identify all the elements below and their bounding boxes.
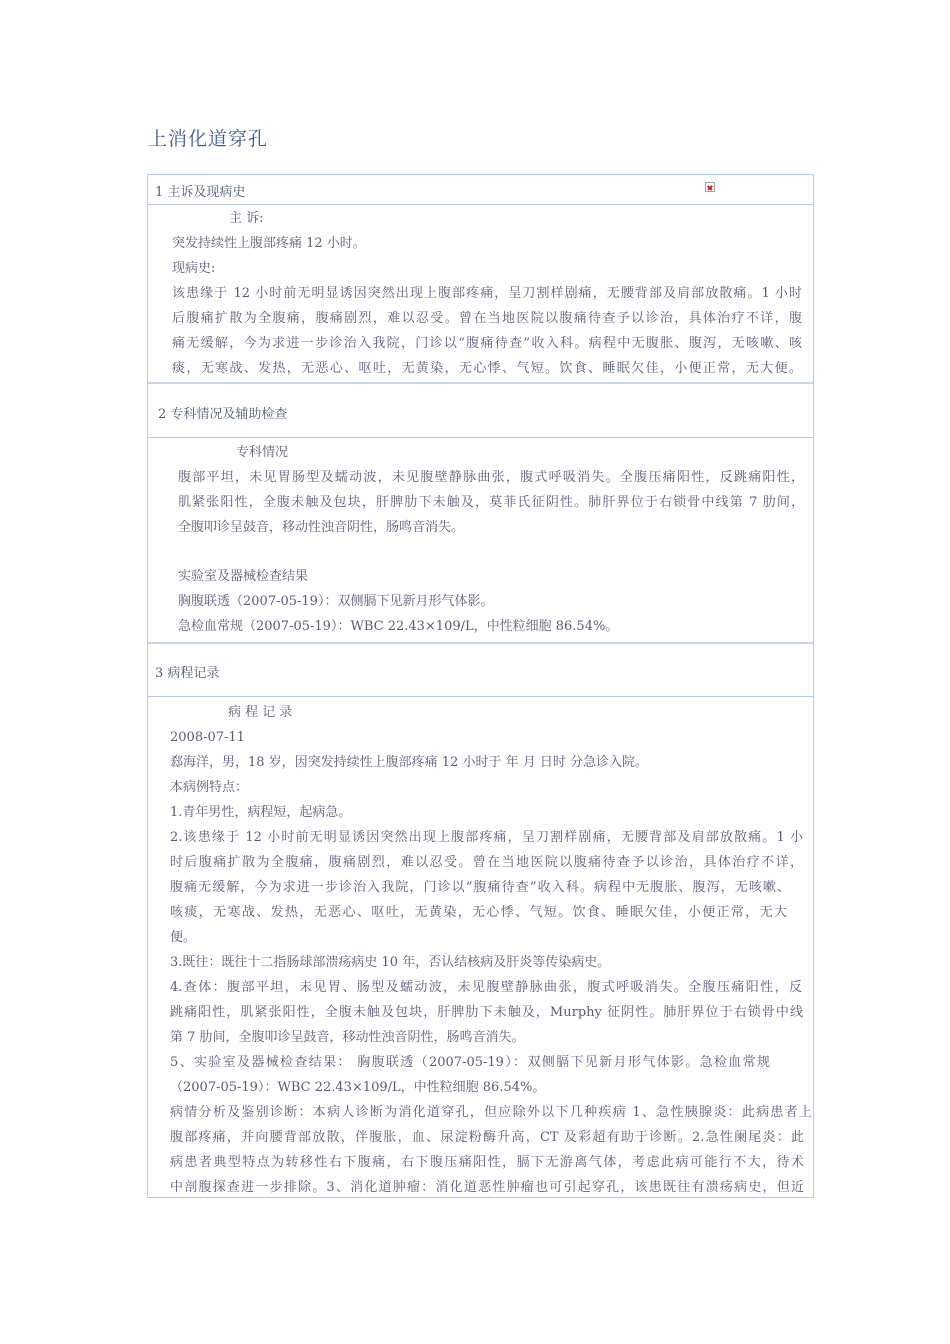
section1-header: [148, 175, 813, 204]
record-line: 郄海洋，男，18 岁，因突发持续性上腹部疼痛 12 小时于 年 月 日时 分急诊入院。: [170, 755, 649, 770]
record-line: 本病例特点：: [170, 780, 249, 795]
special-exam-line: 全腹叩诊呈鼓音，移动性浊音阴性，肠鸣音消失。: [178, 520, 465, 535]
special-exam-line: 肌紧张阳性，全腹未触及包块，肝脾肋下未触及，莫菲氏征阴性。肺肝界位于右锁骨中线第 7 肋间，: [178, 495, 804, 510]
record-line: 3.既往：既往十二指肠球部溃疡病史 10 年，否认结核病及肝炎等传染病史。: [170, 955, 611, 970]
hpi-line: 痰，无寒战、发热，无恶心、呕吐，无黄染，无心悸、气短。饮食、睡眠欠佳，小便正常，无大便。: [172, 361, 802, 376]
record-line: 时后腹痛扩散为全腹痛，腹痛剧烈，难以忍受。曾在当地医院以腹痛待查予以诊治，具体治疗不详，: [170, 855, 803, 870]
record-frame: [147, 174, 814, 1198]
record-line: 腹痛无缓解，今为求进一步诊治入我院，门诊以“腹痛待查”收入科。病程中无腹胀、腹泻，无咳嗽、: [170, 880, 790, 895]
record-line: 2.该患缘于 12 小时前无明显诱因突然出现上腹部疼痛，呈刀割样剧痛，无腰背部及肩部放散痛。1 小: [170, 830, 803, 845]
record-line: 便。: [170, 930, 197, 945]
section3-title: 3 病程记录: [155, 666, 220, 681]
record-line: 中剖腹探查进一步排除。3、消化道肿瘤：消化道恶性肿瘤也可引起穿孔，该患既往有溃疡病史，但近: [170, 1180, 804, 1195]
lab-result-line: 急检血常规（2007-05-19）：WBC 22.43×109/L，中性粒细胞 86.54%。: [178, 619, 619, 634]
record-line: 1.青年男性，病程短，起病急。: [170, 805, 352, 820]
record-line: 第 7 肋间，全腹叩诊呈鼓音，移动性浊音阴性，肠鸣音消失。: [170, 1030, 525, 1045]
section1-body: [148, 204, 813, 382]
record-date: 2008-07-11: [170, 730, 245, 745]
record-line: 腹部疼痛，并向腰背部放散，伴腹胀，血、尿淀粉酶升高，CT 及彩超有助于诊断。2.急性阑尾炎：此: [170, 1130, 804, 1145]
section2-header: [148, 382, 813, 437]
chief-complaint-label: 主 诉:: [229, 211, 264, 226]
record-line: 4.查体：腹部平坦，未见胃、肠型及蠕动波，未见腹壁静脉曲张，腹式呼吸消失。全腹压痛阳性，反: [170, 980, 802, 995]
broken-image-icon: [705, 182, 715, 192]
section1-title: 1 主诉及现病史: [155, 185, 246, 200]
record-line: 病情分析及鉴别诊断：本病人诊断为消化道穿孔，但应除外以下几种疾病 1、急性胰腺炎：此病患者上: [170, 1105, 812, 1120]
hpi-line: 痛无缓解，今为求进一步诊治入我院，门诊以“腹痛待查”收入科。病程中无腹胀、腹泻，无咳嗽、咳: [172, 336, 802, 351]
section2-title: 2 专科情况及辅助检查: [158, 407, 288, 422]
section3-header: [148, 642, 813, 696]
record-line: 跳痛阳性，肌紧张阳性，全腹未触及包块，肝脾肋下未触及，Murphy 征阴性。肺肝界位于右锁骨中线: [170, 1005, 803, 1020]
section3-body: [148, 696, 813, 1198]
chief-complaint-text: 突发持续性上腹部疼痛 12 小时。: [172, 236, 366, 251]
record-line: 病患者典型特点为转移性右下腹痛，右下腹压痛阳性，膈下无游离气体，考虑此病可能行不大，待术: [170, 1155, 804, 1170]
course-record-label: 病 程 记 录: [228, 705, 293, 720]
hpi-line: 该患缘于 12 小时前无明显诱因突然出现上腹部疼痛，呈刀割样剧痛，无腰背部及肩部放散痛。1 小时: [172, 286, 802, 301]
special-exam-label: 专科情况: [236, 445, 289, 460]
record-line: （2007-05-19）：WBC 22.43×109/L，中性粒细胞 86.54%。: [170, 1080, 546, 1095]
hpi-label: 现病史:: [172, 261, 216, 276]
page-title: 上消化道穿孔: [148, 128, 269, 150]
lab-results-label: 实验室及器械检查结果: [178, 569, 309, 584]
special-exam-line: 腹部平坦，未见胃肠型及蠕动波，未见腹壁静脉曲张，腹式呼吸消失。全腹压痛阳性，反跳痛阳性，: [178, 470, 804, 485]
lab-result-line: 胸腹联透（2007-05-19）：双侧膈下见新月形气体影。: [178, 594, 494, 609]
record-line: 咳痰，无寒战、发热，无恶心、呕吐，无黄染，无心悸、气短。饮食、睡眠欠佳，小便正常，无大: [170, 905, 787, 920]
hpi-line: 后腹痛扩散为全腹痛，腹痛剧烈，难以忍受。曾在当地医院以腹痛待查予以诊治，具体治疗不详，腹: [172, 311, 802, 326]
section2-body: [148, 437, 813, 642]
record-line: 5、实验室及器械检查结果： 胸腹联透（2007-05-19）：双侧膈下见新月形气体影。急检血常规: [170, 1055, 770, 1070]
